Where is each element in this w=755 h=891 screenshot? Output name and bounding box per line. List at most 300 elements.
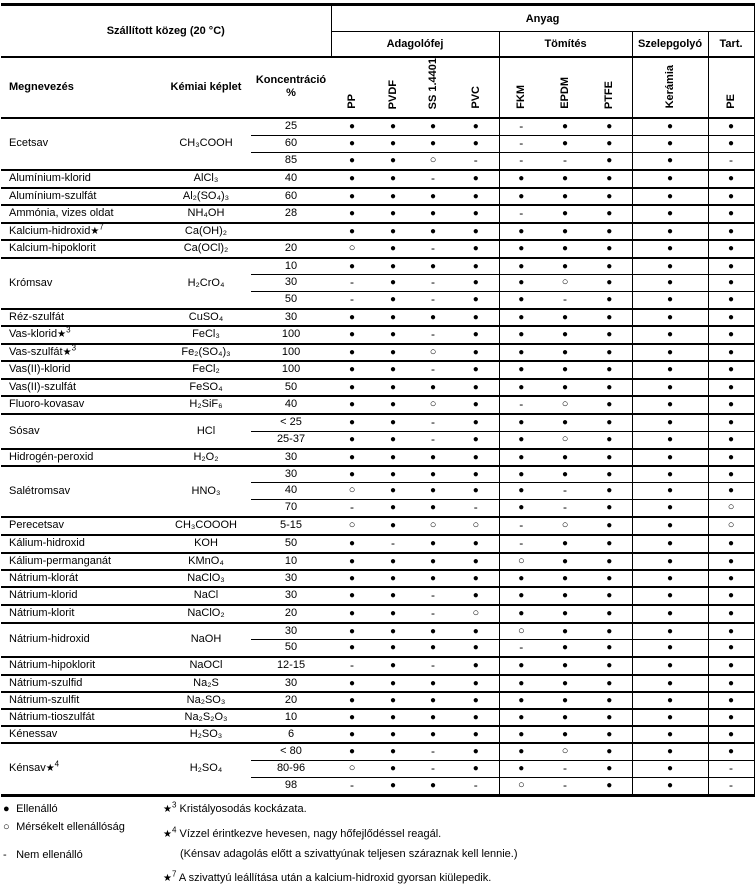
footnote-text: A szivattyú leállítása után a kalcium-hidroxid gyorsan kiülepedik. xyxy=(178,871,492,884)
resistant-icon: ● xyxy=(349,434,356,446)
resistance-cell-pe xyxy=(708,466,754,483)
resistant-icon: ● xyxy=(728,625,735,637)
resistance-cell-pp xyxy=(331,361,373,379)
resistant-icon: ● xyxy=(518,608,525,620)
not-resistant-icon: - xyxy=(431,361,436,376)
concentration-cell: 12-15 xyxy=(251,657,331,675)
table-row xyxy=(1,692,754,709)
resistant-icon: ● xyxy=(562,364,569,376)
resistant-icon: ● xyxy=(606,468,613,480)
resistant-icon: ● xyxy=(518,364,525,376)
concentration-cell: 100 xyxy=(251,361,331,379)
material-column-header-pe xyxy=(708,57,754,118)
resistant-icon: ● xyxy=(518,485,525,497)
resistant-icon: ● xyxy=(728,434,735,446)
resistant-icon: ● xyxy=(472,243,479,255)
resistant-icon: ● xyxy=(606,677,613,689)
moderate-resistance-icon: ○ xyxy=(561,745,569,758)
resistance-cell-fkm xyxy=(499,639,543,657)
resistance-cell-ptfe xyxy=(587,240,632,258)
resistance-cell-pvc xyxy=(453,709,499,726)
resistant-icon: ● xyxy=(390,121,397,133)
resistance-cell-ss-1-4401 xyxy=(413,379,453,396)
resistant-icon: ● xyxy=(606,485,613,497)
moderate-resistance-icon: ○ xyxy=(429,154,437,167)
chemical-formula-cell: Na₂SO₃ xyxy=(161,692,251,709)
resistance-cell-pvdf xyxy=(373,639,413,657)
resistant-icon: ● xyxy=(390,208,397,220)
moderate-resistance-icon: ○ xyxy=(348,519,356,532)
resistant-icon: ● xyxy=(606,572,613,584)
resistance-cell-pp xyxy=(331,657,373,675)
resistant-icon: ● xyxy=(667,763,674,775)
resistance-cell-ker-mia xyxy=(632,170,708,188)
resistance-cell-pvdf xyxy=(373,414,413,432)
resistance-cell-fkm xyxy=(499,240,543,258)
resistance-cell-fkm xyxy=(499,170,543,188)
chemical-name-cell: Ammónia, vizes oldat xyxy=(1,205,161,223)
resistance-cell-ss-1-4401 xyxy=(413,517,453,535)
resistance-cell-pp xyxy=(331,379,373,396)
resistant-icon: ● xyxy=(667,434,674,446)
resistance-cell-fkm xyxy=(499,152,543,170)
resistance-cell-ss-1-4401 xyxy=(413,274,453,291)
resistance-cell-fkm xyxy=(499,188,543,205)
resistance-cell-pvdf xyxy=(373,396,413,414)
resistant-icon: ● xyxy=(728,190,735,202)
resistance-cell-pp xyxy=(331,466,373,483)
star-icon: ★ xyxy=(90,225,100,237)
resistant-icon: ● xyxy=(472,399,479,411)
resistance-cell-pp xyxy=(331,396,373,414)
resistant-icon: ● xyxy=(606,329,613,341)
resistance-cell-epdm xyxy=(543,535,587,553)
resistance-cell-epdm xyxy=(543,587,587,605)
resistant-icon: ● xyxy=(390,660,397,672)
resistant-icon: ● xyxy=(349,417,356,429)
resistance-cell-pvdf xyxy=(373,517,413,535)
concentration-cell: 100 xyxy=(251,326,331,344)
resistant-icon: ● xyxy=(606,711,613,723)
resistant-icon: ● xyxy=(606,381,613,393)
resistance-cell-pvc xyxy=(453,379,499,396)
resistance-cell-ker-mia xyxy=(632,361,708,379)
concentration-cell: 50 xyxy=(251,639,331,657)
table-row xyxy=(1,587,754,605)
resistance-cell-fkm xyxy=(499,326,543,344)
chemical-name-cell: Salétromsav xyxy=(1,466,161,517)
resistant-icon: ● xyxy=(667,625,674,637)
resistant-icon: ● xyxy=(472,572,479,584)
resistance-cell-fkm xyxy=(499,675,543,692)
resistance-cell-pe xyxy=(708,535,754,553)
resistance-cell-ss-1-4401 xyxy=(413,258,453,275)
resistance-cell-pvdf xyxy=(373,743,413,761)
resistance-cell-epdm xyxy=(543,223,587,240)
resistance-cell-ker-mia xyxy=(632,135,708,152)
resistant-icon: ● xyxy=(349,399,356,411)
resistance-cell-epdm xyxy=(543,326,587,344)
resistance-cell-pvdf xyxy=(373,152,413,170)
resistance-cell-fkm xyxy=(499,118,543,136)
table-row xyxy=(1,743,754,761)
resistance-cell-ss-1-4401 xyxy=(413,709,453,726)
not-resistant-icon: - xyxy=(563,760,568,775)
resistant-icon: ● xyxy=(430,780,437,792)
legend xyxy=(1,802,163,891)
resistant-icon: ● xyxy=(667,329,674,341)
resistant-icon: ● xyxy=(606,311,613,323)
resistance-cell-pvdf xyxy=(373,223,413,240)
not-resistant-icon: - xyxy=(473,499,478,514)
moderate-resistance-icon: ○ xyxy=(517,624,525,637)
table-row xyxy=(1,223,754,240)
concentration-cell: 10 xyxy=(251,258,331,275)
moderate-resistance-icon: ○ xyxy=(472,519,480,532)
resistance-cell-ptfe xyxy=(587,361,632,379)
concentration-label: Koncentráció xyxy=(255,74,327,87)
concentration-cell: < 80 xyxy=(251,743,331,761)
resistant-icon: ● xyxy=(472,329,479,341)
concentration-cell: 70 xyxy=(251,499,331,517)
resistance-cell-epdm xyxy=(543,743,587,761)
resistant-icon: ● xyxy=(606,190,613,202)
resistant-icon: ● xyxy=(472,364,479,376)
resistant-icon: ● xyxy=(518,711,525,723)
resistant-icon: ● xyxy=(430,138,437,150)
resistance-cell-pvdf xyxy=(373,258,413,275)
table-row xyxy=(1,188,754,205)
resistance-cell-pp xyxy=(331,587,373,605)
table-row xyxy=(1,623,754,640)
resistant-icon: ● xyxy=(390,417,397,429)
not-resistant-icon: - xyxy=(350,777,355,792)
not-resistant-icon: - xyxy=(519,535,524,550)
resistance-cell-ker-mia xyxy=(632,743,708,761)
concentration-cell: 20 xyxy=(251,692,331,709)
resistance-cell-pvc xyxy=(453,396,499,414)
resistant-icon: ● xyxy=(518,763,525,775)
resistance-cell-fkm xyxy=(499,692,543,709)
resistance-cell-fkm xyxy=(499,379,543,396)
resistance-cell-ss-1-4401 xyxy=(413,170,453,188)
resistance-cell-ss-1-4401 xyxy=(413,535,453,553)
resistance-cell-pp xyxy=(331,223,373,240)
resistant-icon: ● xyxy=(667,660,674,672)
resistant-icon: ● xyxy=(606,208,613,220)
footnote-reference: 3 xyxy=(71,343,77,353)
not-resistant-icon: - xyxy=(431,414,436,429)
resistance-cell-pp xyxy=(331,517,373,535)
resistance-cell-epdm xyxy=(543,709,587,726)
resistance-cell-epdm xyxy=(543,170,587,188)
table-row xyxy=(1,449,754,466)
resistant-icon: ● xyxy=(728,608,735,620)
resistance-cell-pvc xyxy=(453,309,499,326)
chemical-formula-cell: CH₃COOH xyxy=(161,118,251,170)
material-column-label: Kerámia xyxy=(664,65,677,109)
resistance-cell-ss-1-4401 xyxy=(413,135,453,152)
resistant-icon: ● xyxy=(562,311,569,323)
resistance-cell-fkm xyxy=(499,482,543,499)
resistance-cell-pvc xyxy=(453,344,499,361)
resistance-cell-pvc xyxy=(453,692,499,709)
chemical-name-cell: Réz-szulfát xyxy=(1,309,161,326)
resistant-icon: ● xyxy=(390,625,397,637)
chemical-name-cell: Kálium-hidroxid xyxy=(1,535,161,553)
resistant-icon: ● xyxy=(728,694,735,706)
resistant-icon: ● xyxy=(667,711,674,723)
legend-label: Ellenálló xyxy=(16,802,58,815)
resistant-icon: ● xyxy=(606,555,613,567)
resistance-cell-ker-mia xyxy=(632,657,708,675)
resistance-cell-pvdf xyxy=(373,553,413,570)
footnote-4 xyxy=(163,827,754,842)
moderate-resistance-icon: ○ xyxy=(472,607,480,620)
resistant-icon: ● xyxy=(430,468,437,480)
moderate-resistance-icon: ○ xyxy=(727,519,735,532)
resistant-icon: ● xyxy=(472,468,479,480)
material-column-label: PTFE xyxy=(603,80,616,109)
table-row xyxy=(1,396,754,414)
resistance-cell-pe xyxy=(708,396,754,414)
resistant-icon: ● xyxy=(518,243,525,255)
footnote-reference: 4 xyxy=(54,759,60,769)
resistance-cell-ker-mia xyxy=(632,605,708,623)
group-header-valve-ball: Szelepgolyó xyxy=(632,32,708,57)
resistance-cell-ptfe xyxy=(587,517,632,535)
not-resistant-icon: - xyxy=(519,517,524,532)
resistance-cell-ss-1-4401 xyxy=(413,570,453,587)
resistance-cell-ptfe xyxy=(587,414,632,432)
resistance-cell-fkm xyxy=(499,396,543,414)
resistant-icon: ● xyxy=(390,572,397,584)
resistant-icon: ● xyxy=(390,677,397,689)
chemical-formula-cell: Ca(OCl)₂ xyxy=(161,240,251,258)
resistance-cell-pvdf xyxy=(373,623,413,640)
resistance-cell-ker-mia xyxy=(632,709,708,726)
resistant-icon: ● xyxy=(562,538,569,550)
resistant-icon: ● xyxy=(562,173,569,185)
legend-item-resistant xyxy=(3,802,163,816)
resistance-cell-pvdf xyxy=(373,344,413,361)
not-resistant-icon: - xyxy=(391,535,396,550)
not-resistant-icon: - xyxy=(431,760,436,775)
table-row xyxy=(1,118,754,136)
resistant-icon: ● xyxy=(667,364,674,376)
resistant-icon: ● xyxy=(667,451,674,463)
resistance-cell-ker-mia xyxy=(632,777,708,795)
legend-label: Nem ellenálló xyxy=(16,848,83,861)
resistance-cell-pp xyxy=(331,344,373,361)
concentration-cell: 25 xyxy=(251,118,331,136)
material-column-label: PVDF xyxy=(387,79,400,109)
chemical-formula-cell: HCl xyxy=(161,414,251,449)
resistance-cell-ptfe xyxy=(587,223,632,240)
resistant-icon: ● xyxy=(667,538,674,550)
resistant-icon: ● xyxy=(390,590,397,602)
resistant-icon: ● xyxy=(472,555,479,567)
concentration-cell: 20 xyxy=(251,240,331,258)
resistance-cell-fkm xyxy=(499,258,543,275)
chemical-name-cell: Nátrium-klorit xyxy=(1,605,161,623)
resistance-cell-pe xyxy=(708,587,754,605)
concentration-cell: 30 xyxy=(251,309,331,326)
material-column-label: PVC xyxy=(469,86,482,109)
resistant-icon: ● xyxy=(349,155,356,167)
resistance-cell-fkm xyxy=(499,135,543,152)
concentration-cell: 10 xyxy=(251,709,331,726)
moderate-resistance-icon: ○ xyxy=(517,779,525,792)
resistant-icon: ● xyxy=(667,520,674,532)
resistance-cell-ss-1-4401 xyxy=(413,692,453,709)
not-resistant-icon: - xyxy=(563,482,568,497)
chemical-name-cell: Krómsav xyxy=(1,258,161,309)
resistant-icon: ● xyxy=(472,190,479,202)
resistance-cell-fkm xyxy=(499,449,543,466)
resistance-cell-ker-mia xyxy=(632,482,708,499)
resistant-icon: ● xyxy=(728,381,735,393)
resistance-cell-ptfe xyxy=(587,152,632,170)
resistant-icon: ● xyxy=(349,225,356,237)
resistance-cell-ptfe xyxy=(587,499,632,517)
resistant-icon: ● xyxy=(472,434,479,446)
resistance-cell-pe xyxy=(708,223,754,240)
resistance-cell-ptfe xyxy=(587,188,632,205)
resistant-icon: ● xyxy=(518,728,525,740)
resistant-icon: ● xyxy=(728,173,735,185)
concentration-cell: 98 xyxy=(251,777,331,795)
resistant-icon: ● xyxy=(390,138,397,150)
legend-item-moderate xyxy=(3,820,163,834)
resistance-cell-pp xyxy=(331,135,373,152)
resistant-icon: ● xyxy=(472,625,479,637)
resistant-icon: ● xyxy=(518,468,525,480)
resistance-cell-fkm xyxy=(499,274,543,291)
resistance-cell-pe xyxy=(708,258,754,275)
resistant-icon: ● xyxy=(518,434,525,446)
resistant-icon: ● xyxy=(562,381,569,393)
resistance-cell-pe xyxy=(708,135,754,152)
resistance-cell-fkm xyxy=(499,657,543,675)
resistance-cell-pp xyxy=(331,726,373,743)
chemical-formula-cell: NH₄OH xyxy=(161,205,251,223)
resistant-icon: ● xyxy=(390,243,397,255)
chemical-name-cell: Kénsav★$^4$ xyxy=(1,743,161,796)
material-header: Anyag xyxy=(331,5,754,32)
chemical-name-cell: Vas-szulfát★$^3$ xyxy=(1,344,161,361)
chemical-name-cell: Nátrium-szulfid xyxy=(1,675,161,692)
chemical-formula-cell: Fe₂(SO₄)₃ xyxy=(161,344,251,361)
resistance-cell-ptfe xyxy=(587,258,632,275)
resistance-cell-fkm xyxy=(499,466,543,483)
resistance-cell-ptfe xyxy=(587,760,632,777)
not-resistant-icon: - xyxy=(431,587,436,602)
moderate-resistance-icon: ○ xyxy=(517,554,525,567)
resistance-cell-pvdf xyxy=(373,692,413,709)
resistance-cell-fkm xyxy=(499,205,543,223)
material-column-header-ptfe xyxy=(587,57,632,118)
concentration-cell: 25-37 xyxy=(251,431,331,449)
resistant-icon: ● xyxy=(667,138,674,150)
resistant-icon: ● xyxy=(430,311,437,323)
resistance-cell-pvc xyxy=(453,449,499,466)
material-column-header-ker-mia xyxy=(632,57,708,118)
concentration-cell: < 25 xyxy=(251,414,331,432)
resistant-icon: ● xyxy=(562,190,569,202)
resistant-icon: ● xyxy=(667,208,674,220)
resistance-cell-fkm xyxy=(499,605,543,623)
moderate-resistance-icon: ○ xyxy=(348,762,356,775)
resistant-icon: ● xyxy=(349,173,356,185)
resistance-cell-ss-1-4401 xyxy=(413,760,453,777)
material-column-label: EPDM xyxy=(559,77,572,109)
column-header-formula: Kémiai képlet xyxy=(161,57,251,118)
chemical-resistance-table xyxy=(1,3,755,797)
not-resistant-icon: - xyxy=(563,291,568,306)
resistant-icon: ● xyxy=(518,660,525,672)
resistance-cell-pe xyxy=(708,777,754,795)
resistance-cell-pvc xyxy=(453,361,499,379)
resistance-cell-ptfe xyxy=(587,692,632,709)
resistant-icon: ● xyxy=(728,485,735,497)
resistance-cell-pvc xyxy=(453,517,499,535)
resistance-cell-ptfe xyxy=(587,675,632,692)
resistance-cell-ss-1-4401 xyxy=(413,344,453,361)
resistance-cell-ss-1-4401 xyxy=(413,205,453,223)
resistance-cell-pvdf xyxy=(373,379,413,396)
resistance-cell-epdm xyxy=(543,152,587,170)
resistance-cell-pp xyxy=(331,535,373,553)
resistance-cell-fkm xyxy=(499,553,543,570)
chemical-formula-cell: KOH xyxy=(161,535,251,553)
resistance-cell-epdm xyxy=(543,135,587,152)
concentration-cell: 40 xyxy=(251,170,331,188)
resistance-cell-epdm xyxy=(543,188,587,205)
not-resistant-icon: - xyxy=(473,777,478,792)
resistant-icon: ● xyxy=(349,190,356,202)
chemical-name-cell: Nátrium-szulfit xyxy=(1,692,161,709)
resistance-cell-pvdf xyxy=(373,291,413,309)
resistant-icon: ● xyxy=(606,660,613,672)
resistance-cell-ker-mia xyxy=(632,240,708,258)
resistant-icon: ● xyxy=(562,138,569,150)
resistance-cell-pe xyxy=(708,309,754,326)
resistant-icon: ● xyxy=(667,677,674,689)
resistant-icon: ● xyxy=(728,555,735,567)
resistant-icon: ● xyxy=(518,572,525,584)
concentration-cell: 6 xyxy=(251,726,331,743)
resistance-cell-ptfe xyxy=(587,709,632,726)
resistance-cell-ker-mia xyxy=(632,760,708,777)
footnote-number: 4 xyxy=(171,825,177,835)
resistant-icon: ● xyxy=(728,364,735,376)
resistant-icon: ● xyxy=(390,780,397,792)
resistance-cell-ker-mia xyxy=(632,431,708,449)
resistance-cell-ss-1-4401 xyxy=(413,309,453,326)
resistance-cell-ker-mia xyxy=(632,379,708,396)
material-column-header-pvc xyxy=(453,57,499,118)
moderate-resistance-icon: ○ xyxy=(561,398,569,411)
resistance-cell-ss-1-4401 xyxy=(413,587,453,605)
table-row xyxy=(1,726,754,743)
resistant-icon: ● xyxy=(390,260,397,272)
resistance-cell-pe xyxy=(708,692,754,709)
table-row xyxy=(1,517,754,535)
resistant-icon: ● xyxy=(606,364,613,376)
resistance-cell-ss-1-4401 xyxy=(413,657,453,675)
resistant-icon: ● xyxy=(562,243,569,255)
